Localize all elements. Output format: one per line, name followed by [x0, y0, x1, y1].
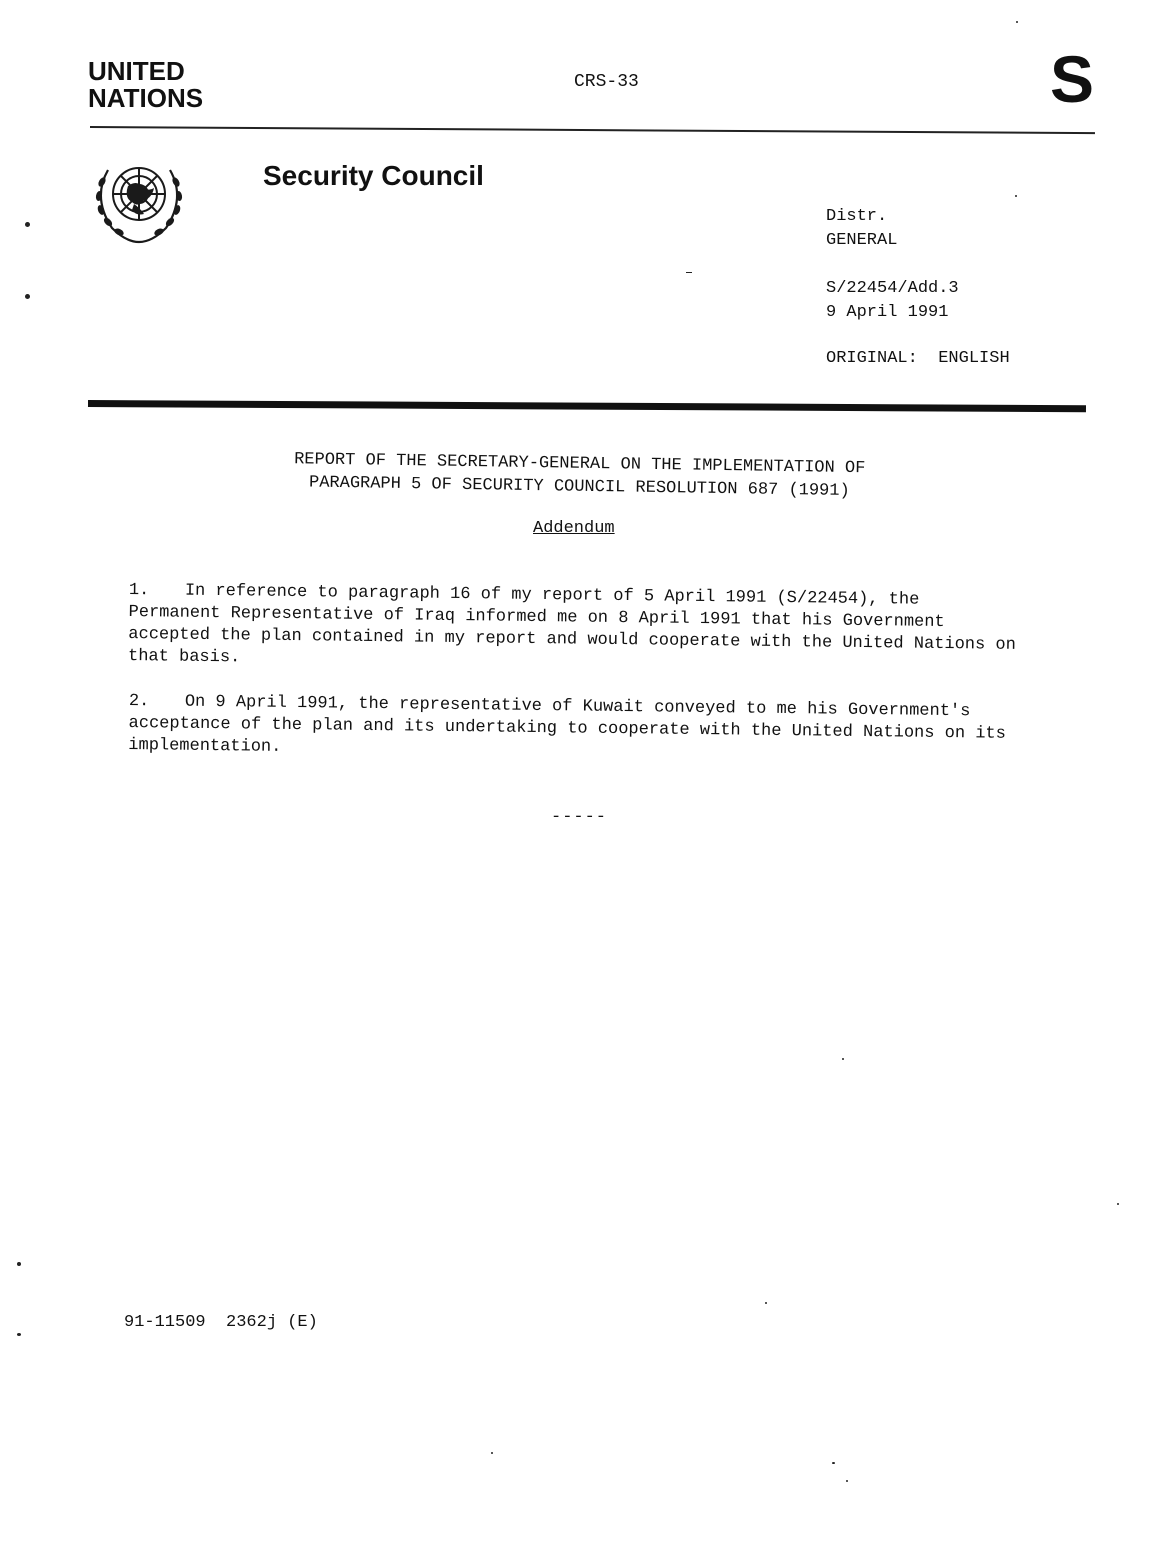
- paragraph-number: 1.: [128, 580, 150, 601]
- scan-speck: [1117, 1203, 1119, 1205]
- scan-speck: [1016, 21, 1018, 23]
- end-of-text-mark: -----: [551, 808, 608, 827]
- org-name: [88, 58, 203, 112]
- original-value: ENGLISH: [938, 349, 1010, 368]
- doc-code: CRS-33: [574, 72, 639, 92]
- scan-speck: [491, 1452, 493, 1454]
- language-letter: S: [1050, 42, 1095, 116]
- original-label: ORIGINAL:: [826, 349, 918, 368]
- document-symbol: S/22454/Add.3: [826, 279, 959, 298]
- scan-speck: [842, 1058, 844, 1060]
- report-title-line1: REPORT OF THE SECRETARY-GENERAL ON THE IMPLEMENTATION OF: [293, 450, 866, 479]
- distribution-value: GENERAL: [826, 231, 898, 250]
- job-number: 91-11509 2362j (E): [124, 1313, 318, 1332]
- scan-speck: [686, 272, 692, 273]
- scan-speck: [25, 294, 30, 299]
- document-date: 9 April 1991: [826, 303, 949, 322]
- scan-speck: [765, 1302, 767, 1304]
- document-meta: [826, 205, 1010, 371]
- paragraph-text: On 9 April 1991, the representative of Kuwait conveyed to me his Government's acceptance of the plan and its undertaking to cooperate with the United Nations on its implementation.: [128, 692, 1006, 757]
- scan-speck: [17, 1262, 21, 1266]
- report-title: [149, 446, 1010, 506]
- paragraph-1: [128, 580, 1019, 679]
- original-language: [826, 347, 1010, 371]
- report-title-line2: PARAGRAPH 5 OF SECURITY COUNCIL RESOLUTION 687 (1991): [308, 473, 850, 501]
- organ-title: Security Council: [263, 160, 484, 191]
- paragraph-number: 2.: [128, 691, 150, 712]
- scan-speck: [832, 1462, 835, 1464]
- org-name-line1: UNITED: [88, 56, 185, 86]
- org-name-line2: NATIONS: [88, 83, 204, 113]
- paragraph-text: In reference to paragraph 16 of my report of 5 April 1991 (S/22454), the Permanent Representative of Iraq informed me on 8 April 1991 that his Government accepted the plan contained in my report and would cooperate with the United Nations on that basis.: [127, 581, 1016, 668]
- scan-speck: [17, 1333, 21, 1336]
- un-emblem-icon: [88, 156, 190, 246]
- scan-speck: [846, 1480, 848, 1482]
- addendum-heading: Addendum: [533, 519, 615, 538]
- paragraph-2: [128, 691, 1019, 768]
- heading-divider: [88, 400, 1086, 412]
- distribution-label: Distr.: [826, 207, 888, 226]
- header-rule: [90, 126, 1095, 134]
- scan-speck: [25, 222, 30, 227]
- scan-speck: [1015, 195, 1017, 197]
